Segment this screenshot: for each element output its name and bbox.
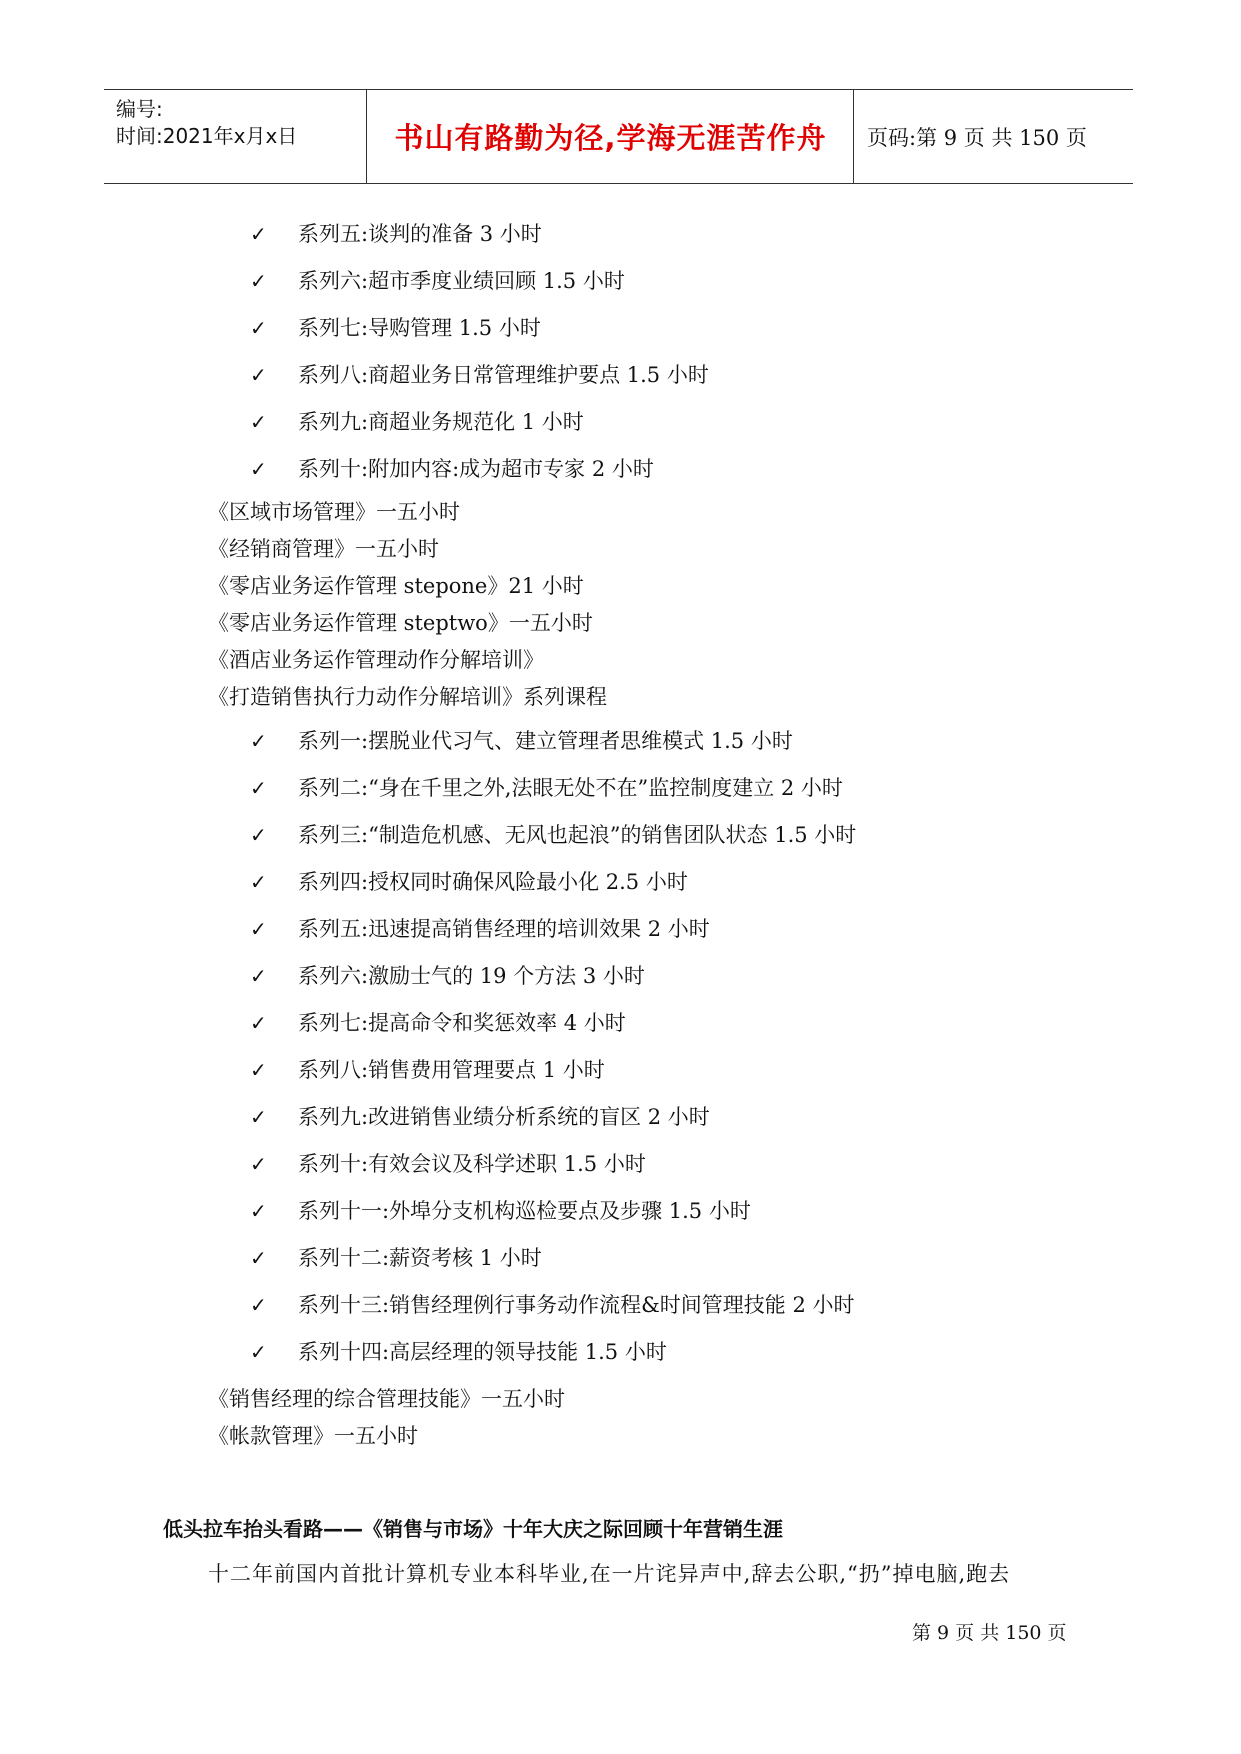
page-footer: 第 9 页 共 150 页: [912, 1622, 1067, 1644]
checklist-item: [250, 772, 843, 802]
checklist-item: [250, 1242, 542, 1272]
checklist-item-label: 系列十:有效会议及科学述职 1.5 小时: [298, 1152, 646, 1176]
checklist-item-label: 系列六:激励士气的 19 个方法 3 小时: [298, 964, 645, 988]
checklist-item-label: 系列七:导购管理 1.5 小时: [298, 316, 541, 340]
check-icon: ✓: [250, 1105, 267, 1129]
checklist-item-label: 系列一:摆脱业代习气、建立管理者思维模式 1.5 小时: [298, 729, 793, 753]
check-icon: ✓: [250, 1246, 267, 1270]
checklist-item: [250, 866, 688, 896]
header-page-label: 页码:第 9 页 共 150 页: [867, 125, 1087, 150]
header-motto-cell: [368, 90, 854, 183]
checklist-item: [250, 453, 654, 483]
check-icon: ✓: [250, 316, 267, 340]
check-icon: ✓: [250, 729, 267, 753]
checklist-item-label: 系列十四:高层经理的领导技能 1.5 小时: [298, 1340, 667, 1364]
checklist-item: [250, 1101, 710, 1131]
checklist-item: [250, 218, 542, 248]
course-item: 《打造销售执行力动作分解培训》系列课程: [208, 685, 607, 709]
checklist-item-label: 系列十二:薪资考核 1 小时: [298, 1246, 542, 1270]
checklist-item: [250, 1289, 854, 1319]
checklist-item-label: 系列二:“身在千里之外,法眼无处不在”监控制度建立 2 小时: [298, 776, 843, 800]
checklist-item-label: 系列九:改进销售业绩分析系统的盲区 2 小时: [298, 1105, 710, 1129]
check-icon: ✓: [250, 1340, 267, 1364]
check-icon: ✓: [250, 269, 267, 293]
check-icon: ✓: [250, 1293, 267, 1317]
checklist-item-label: 系列五:谈判的准备 3 小时: [298, 222, 542, 246]
check-icon: ✓: [250, 964, 267, 988]
check-icon: ✓: [250, 410, 267, 434]
check-icon: ✓: [250, 1011, 267, 1035]
course-item: 《酒店业务运作管理动作分解培训》: [208, 648, 544, 672]
checklist-item-label: 系列九:商超业务规范化 1 小时: [298, 410, 584, 434]
check-icon: ✓: [250, 776, 267, 800]
checklist-item-label: 系列十三:销售经理例行事务动作流程&时间管理技能 2 小时: [298, 1293, 855, 1317]
header-time-label: 时间:2021年x月x日: [116, 124, 298, 148]
header-motto: 书山有路勤为径,学海无涯苦作舟: [394, 121, 827, 155]
course-item: 《销售经理的综合管理技能》一五小时: [208, 1387, 565, 1411]
checklist-item-label: 系列四:授权同时确保风险最小化 2.5 小时: [298, 870, 688, 894]
course-item: 《帐款管理》一五小时: [208, 1424, 418, 1448]
checklist-item: [250, 1148, 646, 1178]
checklist-item-label: 系列三:“制造危机感、无风也起浪”的销售团队状态 1.5 小时: [298, 823, 857, 847]
checklist-item: [250, 1054, 605, 1084]
course-item: 《区域市场管理》一五小时: [208, 500, 460, 524]
header-page-cell: [855, 90, 1133, 183]
checklist-item-label: 系列十:附加内容:成为超市专家 2 小时: [298, 457, 654, 481]
checklist-item-label: 系列五:迅速提高销售经理的培训效果 2 小时: [298, 917, 710, 941]
checklist-item-label: 系列八:商超业务日常管理维护要点 1.5 小时: [298, 363, 709, 387]
check-icon: ✓: [250, 870, 267, 894]
course-item: 《零店业务运作管理 stepone》21 小时: [208, 574, 584, 598]
check-icon: ✓: [250, 457, 267, 481]
checklist-item: [250, 1007, 626, 1037]
checklist-item: [250, 913, 710, 943]
checklist-item-label: 系列七:提高命令和奖惩效率 4 小时: [298, 1011, 626, 1035]
check-icon: ✓: [250, 1199, 267, 1223]
checklist-item: [250, 725, 793, 755]
checklist-item: [250, 312, 541, 342]
checklist-item: [250, 359, 709, 389]
checklist-item: [250, 1195, 751, 1225]
body-paragraph: 十二年前国内首批计算机专业本科毕业,在一片诧异声中,辞去公职,“扔”掉电脑,跑去: [208, 1562, 1011, 1586]
checklist-item: [250, 406, 584, 436]
check-icon: ✓: [250, 363, 267, 387]
check-icon: ✓: [250, 1152, 267, 1176]
header-meta-cell: [104, 90, 367, 183]
checklist-item-label: 系列十一:外埠分支机构巡检要点及步骤 1.5 小时: [298, 1199, 751, 1223]
course-item: 《零店业务运作管理 steptwo》一五小时: [208, 611, 593, 635]
check-icon: ✓: [250, 222, 267, 246]
section-heading: 低头拉车抬头看路——《销售与市场》十年大庆之际回顾十年营销生涯: [163, 1517, 783, 1541]
header-number-label: 编号:: [116, 97, 163, 121]
check-icon: ✓: [250, 1058, 267, 1082]
checklist-item: [250, 960, 645, 990]
checklist-item: [250, 819, 856, 849]
checklist-item-label: 系列八:销售费用管理要点 1 小时: [298, 1058, 605, 1082]
check-icon: ✓: [250, 823, 267, 847]
page-header: [104, 89, 1133, 184]
checklist-item: [250, 265, 625, 295]
checklist-item: [250, 1336, 667, 1366]
check-icon: ✓: [250, 917, 267, 941]
checklist-item-label: 系列六:超市季度业绩回顾 1.5 小时: [298, 269, 625, 293]
course-item: 《经销商管理》一五小时: [208, 537, 439, 561]
